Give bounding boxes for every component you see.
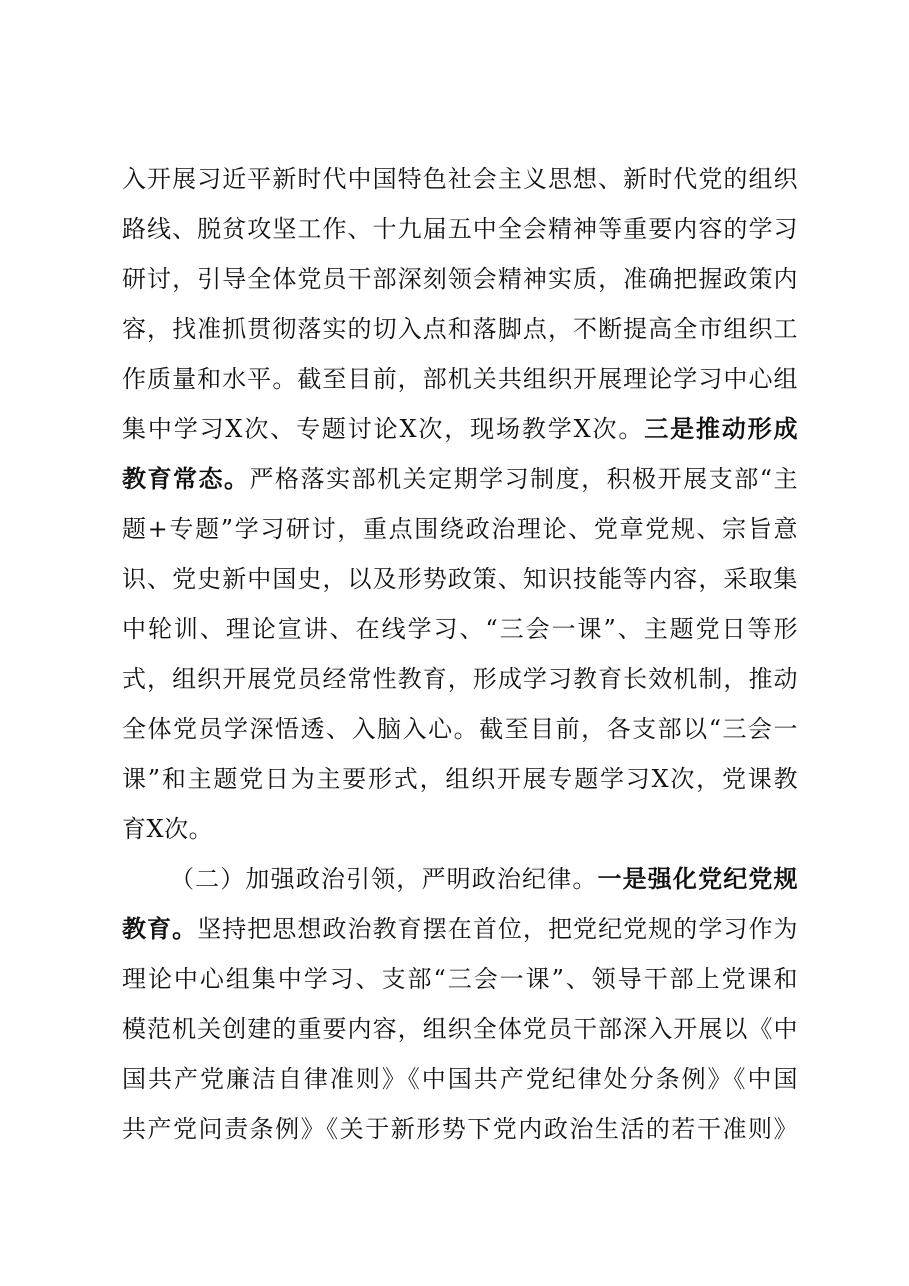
text-line (122, 159, 798, 199)
text-run: 入开展习近平新时代中国特色社会主义思想、新时代党的组织 (122, 165, 798, 193)
text-line (122, 459, 798, 499)
bold-heading-run: 教育。 (122, 915, 198, 943)
text-run: 共产党问责条例》《关于新形势下党内政治生活的若干准则》 (122, 1115, 798, 1143)
text-run: 集中学习X次、专题讨论X次，现场教学X次。 (122, 415, 645, 443)
text-line (122, 659, 798, 699)
text-line (122, 1059, 798, 1099)
text-run: 容，找准抓贯彻落实的切入点和落脚点，不断提高全市组织工 (122, 315, 798, 343)
text-line (122, 309, 798, 349)
text-run: 坚持把思想政治教育摆在首位，把党纪党规的学习作为 (197, 915, 799, 943)
text-run: 题+专题”学习研讨，重点围绕政治理论、党章党规、宗旨意 (122, 515, 798, 543)
text-run: 理论中心组集中学习、支部“三会一课”、领导干部上党课和 (122, 965, 798, 993)
text-run: 育X次。 (122, 815, 214, 843)
bold-heading-run: 教育常态。 (122, 465, 250, 493)
text-line (122, 509, 798, 549)
text-line (170, 859, 798, 899)
text-line (122, 409, 798, 449)
text-run: 作质量和水平。截至目前，部机关共组织开展理论学习中心组 (122, 365, 798, 393)
text-run: 课”和主题党日为主要形式，组织开展专题学习X次，党课教 (122, 765, 798, 793)
text-line (122, 209, 798, 249)
text-run: 识、党史新中国史，以及形势政策、知识技能等内容，采取集 (122, 565, 798, 593)
text-line (122, 1009, 798, 1049)
text-line (122, 1109, 798, 1149)
text-run: 研讨，引导全体党员干部深刻领会精神实质，准确把握政策内 (122, 265, 798, 293)
text-run: 式，组织开展党员经常性教育，形成学习教育长效机制，推动 (122, 665, 798, 693)
text-run: 模范机关创建的重要内容，组织全体党员干部深入开展以《中 (122, 1015, 798, 1043)
text-line (122, 709, 798, 749)
text-line (122, 559, 798, 599)
text-line (122, 609, 798, 649)
text-line (122, 909, 798, 949)
text-run: 严格落实部机关定期学习制度，积极开展支部“主 (249, 465, 798, 493)
text-run: 全体党员学深悟透、入脑入心。截至目前，各支部以“三会一 (122, 715, 798, 743)
text-line (122, 759, 798, 799)
text-run: 路线、脱贫攻坚工作、十九届五中全会精神等重要内容的学习 (122, 215, 798, 243)
text-line (122, 809, 798, 849)
text-run: 中轮训、理论宣讲、在线学习、“三会一课”、主题党日等形 (122, 615, 798, 643)
bold-heading-run: 三是推动形成 (644, 415, 798, 443)
section-heading-run: （二）加强政治引领，严明政治纪律。 (170, 865, 598, 893)
text-line (122, 959, 798, 999)
bold-heading-run: 一是强化党纪党规 (597, 865, 799, 893)
text-line (122, 259, 798, 299)
text-line (122, 359, 798, 399)
text-run: 国共产党廉洁自律准则》《中国共产党纪律处分条例》《中国 (122, 1065, 798, 1093)
